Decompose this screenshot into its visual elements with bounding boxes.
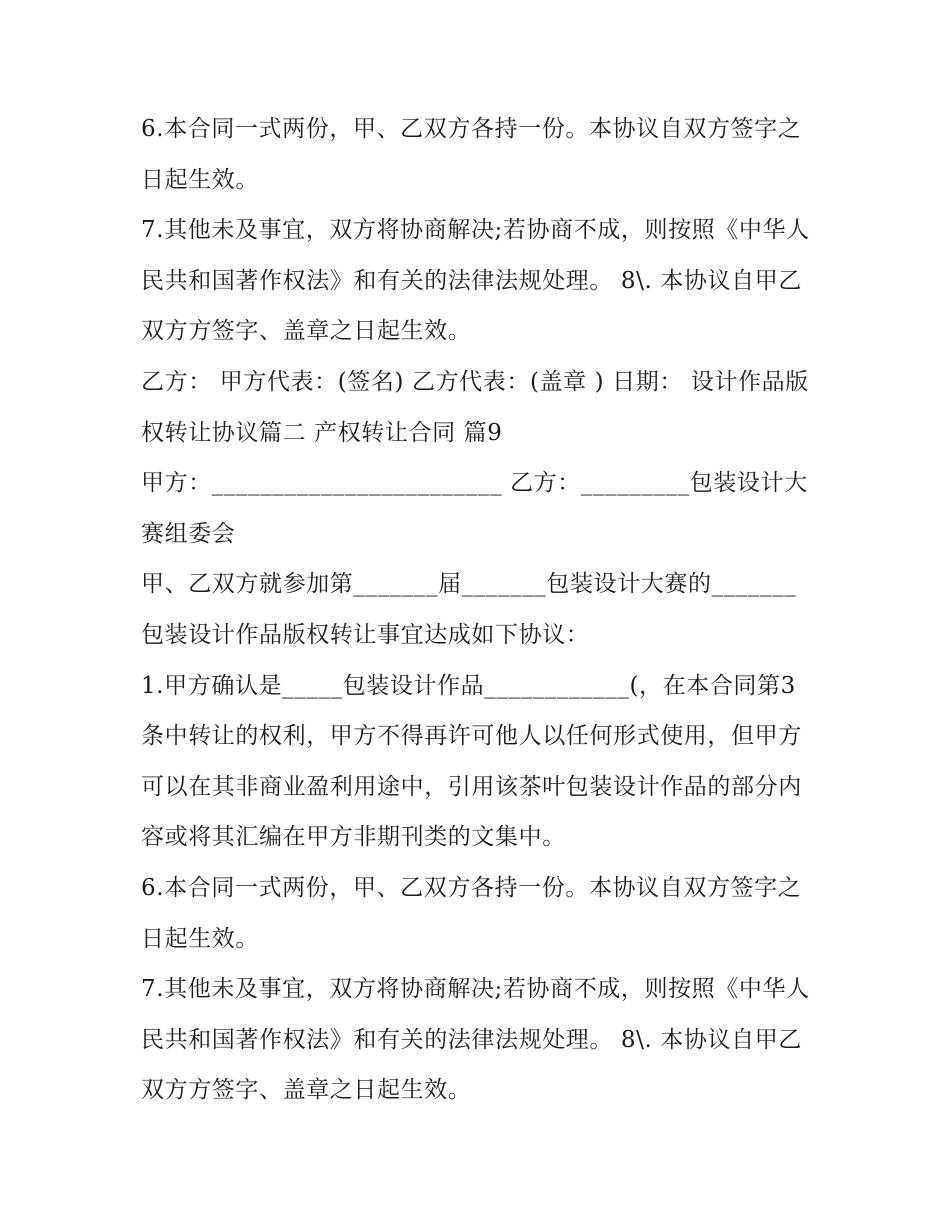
signature-line: 乙方： 甲方代表：(签名) 乙方代表：(盖章 ) 日期： 设计作品版权转让协议篇二 产权转让合同 篇9	[141, 368, 809, 446]
clause-1-confirmation: 1.甲方确认是_____包装设计作品____________(，在本合同第3条中转让的权利，甲方不得再许可他人以任何形式使用，但甲方可以在其非商业盈利用途中，引用该茶叶包装设计作品的部分内容或将其汇编在甲方非期刊类的文集中。	[141, 672, 802, 851]
parties-line: 甲方：________________________ 乙方：_________包装设计大赛组委会	[141, 470, 808, 547]
clause-7-disputes-repeat: 7.其他未及事宜，双方将协商解决;若协商不成，则按照《中华人民共和国著作权法》和有关的法律法规处理。 8\. 本协议自甲乙双方方签字、盖章之日起生效。	[141, 976, 810, 1104]
document-body	[141, 104, 813, 1116]
clause-6-copies-repeat: 6.本合同一式两份，甲、乙双方各持一份。本协议自双方签字之日起生效。	[141, 874, 802, 952]
clause-7-disputes: 7.其他未及事宜，双方将协商解决;若协商不成，则按照《中华人民共和国著作权法》和有关的法律法规处理。 8\. 本协议自甲乙双方方签字、盖章之日起生效。	[141, 217, 810, 345]
clause-6-copies: 6.本合同一式两份，甲、乙双方各持一份。本协议自双方签字之日起生效。	[141, 116, 802, 193]
agreement-preamble: 甲、乙双方就参加第_______届_______包装设计大赛的_______包装设计作品版权转让事宜达成如下协议：	[141, 571, 797, 648]
